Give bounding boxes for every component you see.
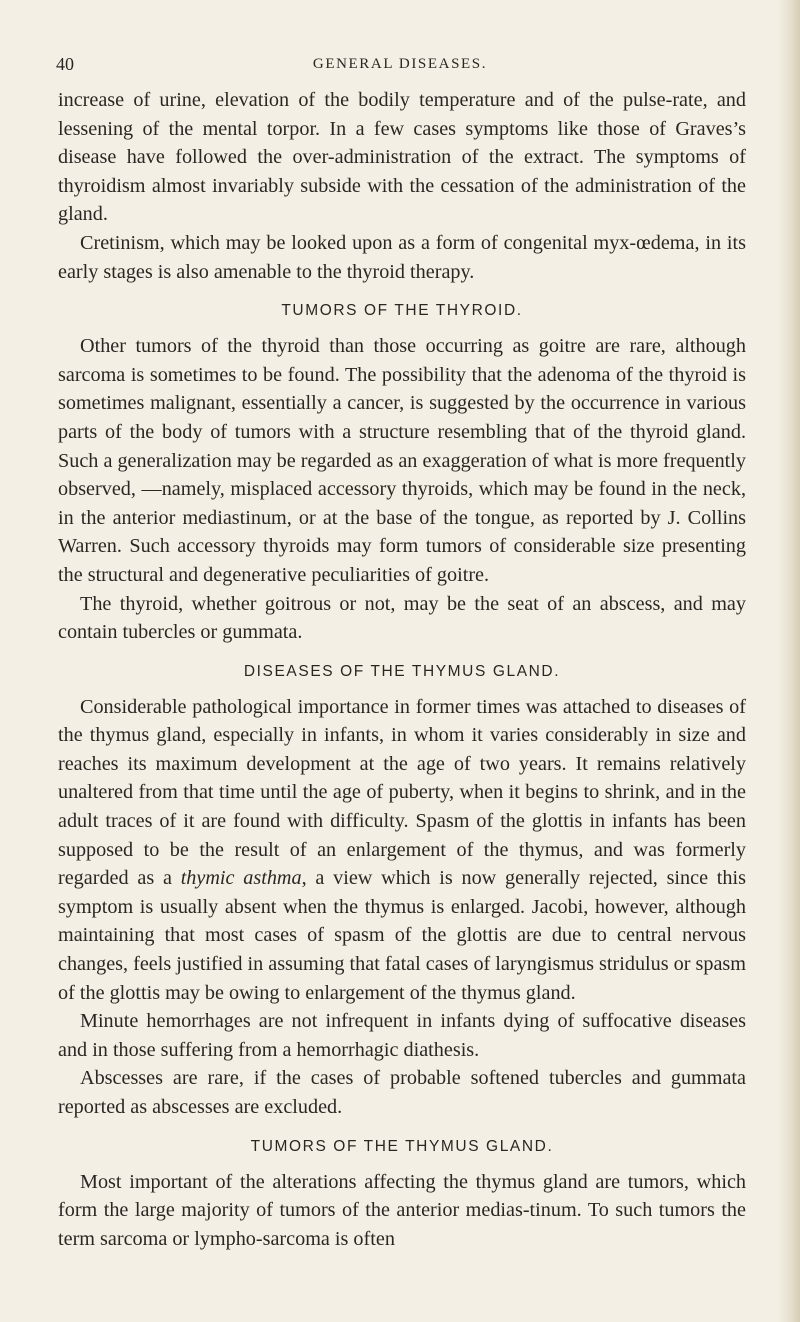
paragraph-abscesses: Abscesses are rare, if the cases of probable softened tubercles and gummata reported as abscesses are excluded.: [58, 1067, 746, 1118]
italic-term: thymic asthma: [180, 867, 302, 890]
paragraph-hemorrhages: Minute hemorrhages are not infrequent in infants dying of suffocative diseases and in those suffering from a hemorrhagic diathesis.: [58, 1010, 746, 1061]
paragraph-thymus-importance: [58, 693, 746, 1008]
paragraph-urine-elevation: increase of urine, elevation of the bodily temperature and of the pulse-rate, and lessening of the mental torpor. In a few cases symptoms like those of Graves’s disease have followed the over-administration of the extract. The symptoms of thyroidism almost invariably subside with the cessation of the administration of the gland.: [58, 89, 746, 226]
page-body: [58, 86, 746, 1253]
page-edge-shadow: [778, 0, 800, 1322]
running-title: GENERAL DISEASES.: [312, 56, 488, 72]
section-heading-tumors-thyroid: TUMORS OF THE THYROID.: [281, 302, 523, 320]
page-number: 40: [56, 54, 74, 74]
running-head: [56, 54, 744, 82]
section-heading-tumors-thymus: TUMORS OF THE THYMUS GLAND.: [250, 1137, 554, 1155]
paragraph-thyroid-abscess: The thyroid, whether goitrous or not, may be the seat of an abscess, and may contain tubercles or gummata.: [58, 592, 746, 644]
paragraph-text: Considerable pathological importance in former times was attached to diseases of the thymus gland, especially in infants, in whom it varies considerably in size and reaches its maximum development at the age of two years. It remains relatively unaltered from that time until the age of puberty, when it begins to shrink, and in the adult traces of it are found with difficulty. Spasm of the glottis in infants has been supposed to be the result of an enlargement of the thymus, and was formerly regarded as a: [58, 695, 746, 890]
paragraph-thymus-tumors: Most important of the alterations affecting the thymus gland are tumors, which form the large majority of tumors of the anterior medias-tinum. To such tumors the term sarcoma or lympho-sarcoma is often: [58, 1170, 746, 1250]
paragraph-other-tumors: Other tumors of the thyroid than those occurring as goitre are rare, although sarcoma is sometimes to be found. The possibility that the adenoma of the thyroid is sometimes malignant, essentially a cancer, is suggested by the occurrence in various parts of the body of tumors with a structure resembling that of the thyroid gland. Such a generalization may be regarded as an exaggeration of what is more frequently observed, —namely, misplaced accessory thyroids, which may be found in the neck, in the anterior mediastinum, or at the base of the tongue, as reported by J. Collins Warren. Such accessory thyroids may form tumors of considerable size presenting the structural and degenerative peculiarities of goitre.: [58, 335, 746, 586]
paragraph-text: , a view which is now generally rejected, since this symptom is usually absent when the thymus is enlarged. Jacobi, however, although maintaining that most cases of spasm of the glottis are due to central nervous changes, feels justified in assuming that fatal cases of laryngismus stridulus or spasm of the glottis may be owing to enlargement of the thymus gland.: [58, 867, 746, 1004]
paragraph-cretinism: Cretinism, which may be looked upon as a form of congenital myx-œdema, in its early stages is also amenable to the thyroid therapy.: [58, 231, 746, 283]
section-heading-thymus-diseases: DISEASES OF THE THYMUS GLAND.: [243, 662, 561, 680]
